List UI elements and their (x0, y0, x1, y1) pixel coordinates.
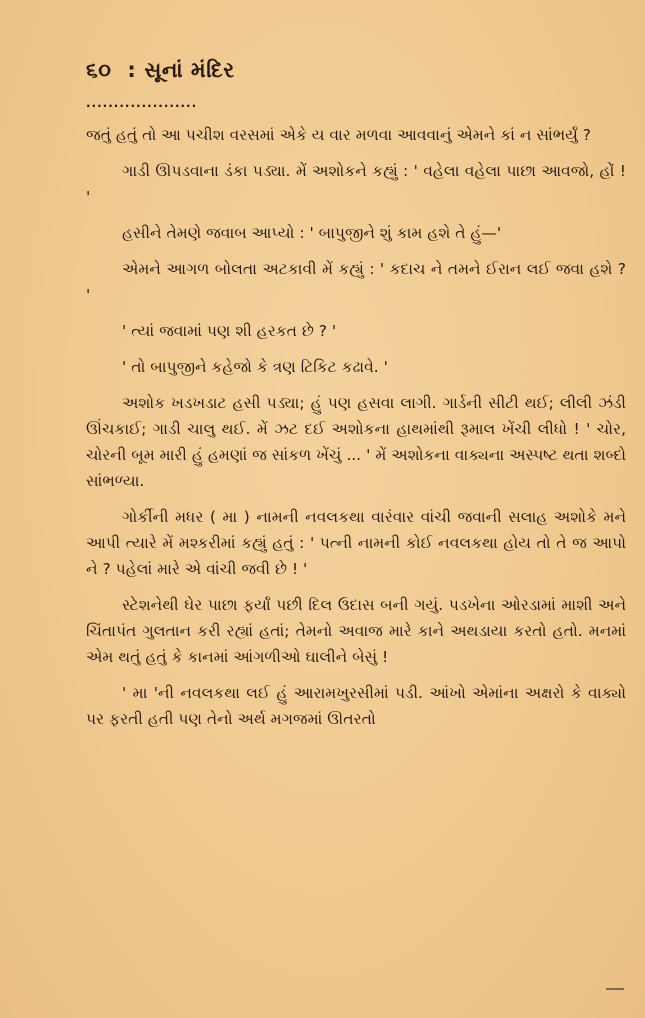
page-header (86, 58, 235, 83)
page-number: ૬૦ (86, 58, 112, 82)
paragraph-continues: ' મા 'ની નવલકથા લઈ હું આરામખુરસીમાં પડી. આંખો એમાંના અક્ષરો કે વાક્યો પર ફરતી હતી પણ તેનો અર્થ મગજમાં ઊતરતો (86, 684, 626, 728)
paragraph: અશોક ખડખડાટ હસી પડ્યા; હું પણ હસવા લાગી. ગાર્ડની સીટી થઈ; લીલી ઝંડી ઊંચકાઈ; ગાડી ચાલુ થઈ. મેં ઝટ દઈ અશોકના હાથમાંથી રૂમાલ ખેંચી લીધો ! ' ચોર, ચોરની બૂમ મારી હું હમણાં જ સાંકળ ખેંચું ... ' મેં અશોકના વાક્યના અસ્પષ્ટ થતા શબ્દો સાંભળ્યા. (86, 394, 626, 490)
page-body (86, 122, 626, 742)
paragraph: ગાડી ઊપડવાના ડંકા પડ્યા. મેં અશોકને કહ્યું : ' વહેલા વહેલા પાછા આવજો, હોં ! ' (86, 162, 626, 206)
paragraph: હસીને તેમણે જવાબ આપ્યો : ' બાપુજીને શું કામ હશે તે હું—' (122, 224, 502, 242)
book-title: સૂનાં મંદિર (144, 58, 235, 82)
header-separator: : (127, 58, 137, 82)
paragraph: સ્ટેશનેથી ઘેર પાછા ફર્યાં પછી દિલ ઉદાસ બની ગયું. પડખેના ઓરડામાં માશી અને ચિંતાપંત ગુલતાન કરી રહ્યાં હતાં; તેમનો અવાજ મારે કાને અથડાયા કરતો હતો. મનમાં એમ થતું હતું કે કાનમાં આંગળીઓ ઘાલીને બેસું ! (86, 596, 626, 666)
paragraph: ' તો બાપુજીને કહેજો કે ત્રણ ટિકિટ કઢાવે. ' (122, 358, 388, 376)
margin-mark (606, 988, 624, 990)
paragraph: એમને આગળ બોલતા અટકાવી મેં કહ્યું : ' કદાચ ને તમને ઈરાન લઈ જવા હશે ? ' (86, 260, 626, 304)
paragraph: ' ત્યાં જવામાં પણ શી હરકત છે ? ' (122, 322, 337, 340)
paragraph-continued: જતું હતું તો આ પચીશ વરસમાં એકે ય વાર મળવા આવવાનું એમને કાં ન સાંભર્યું ? (86, 126, 591, 144)
paragraph: ગોર્કીની મધર ( મા ) નામની નવલકથા વારંવાર વાંચી જવાની સલાહ અશોકે મને આપી ત્યારે મેં મશ્કરીમાં કહ્યું હતું : ' પત્ની નામની કોઈ નવલકથા હોય તો તે જ આપો ને ? પહેલાં મારે એ વાંચી જવી છે ! ' (86, 508, 626, 578)
header-dotted-rule: .................... (86, 96, 198, 110)
